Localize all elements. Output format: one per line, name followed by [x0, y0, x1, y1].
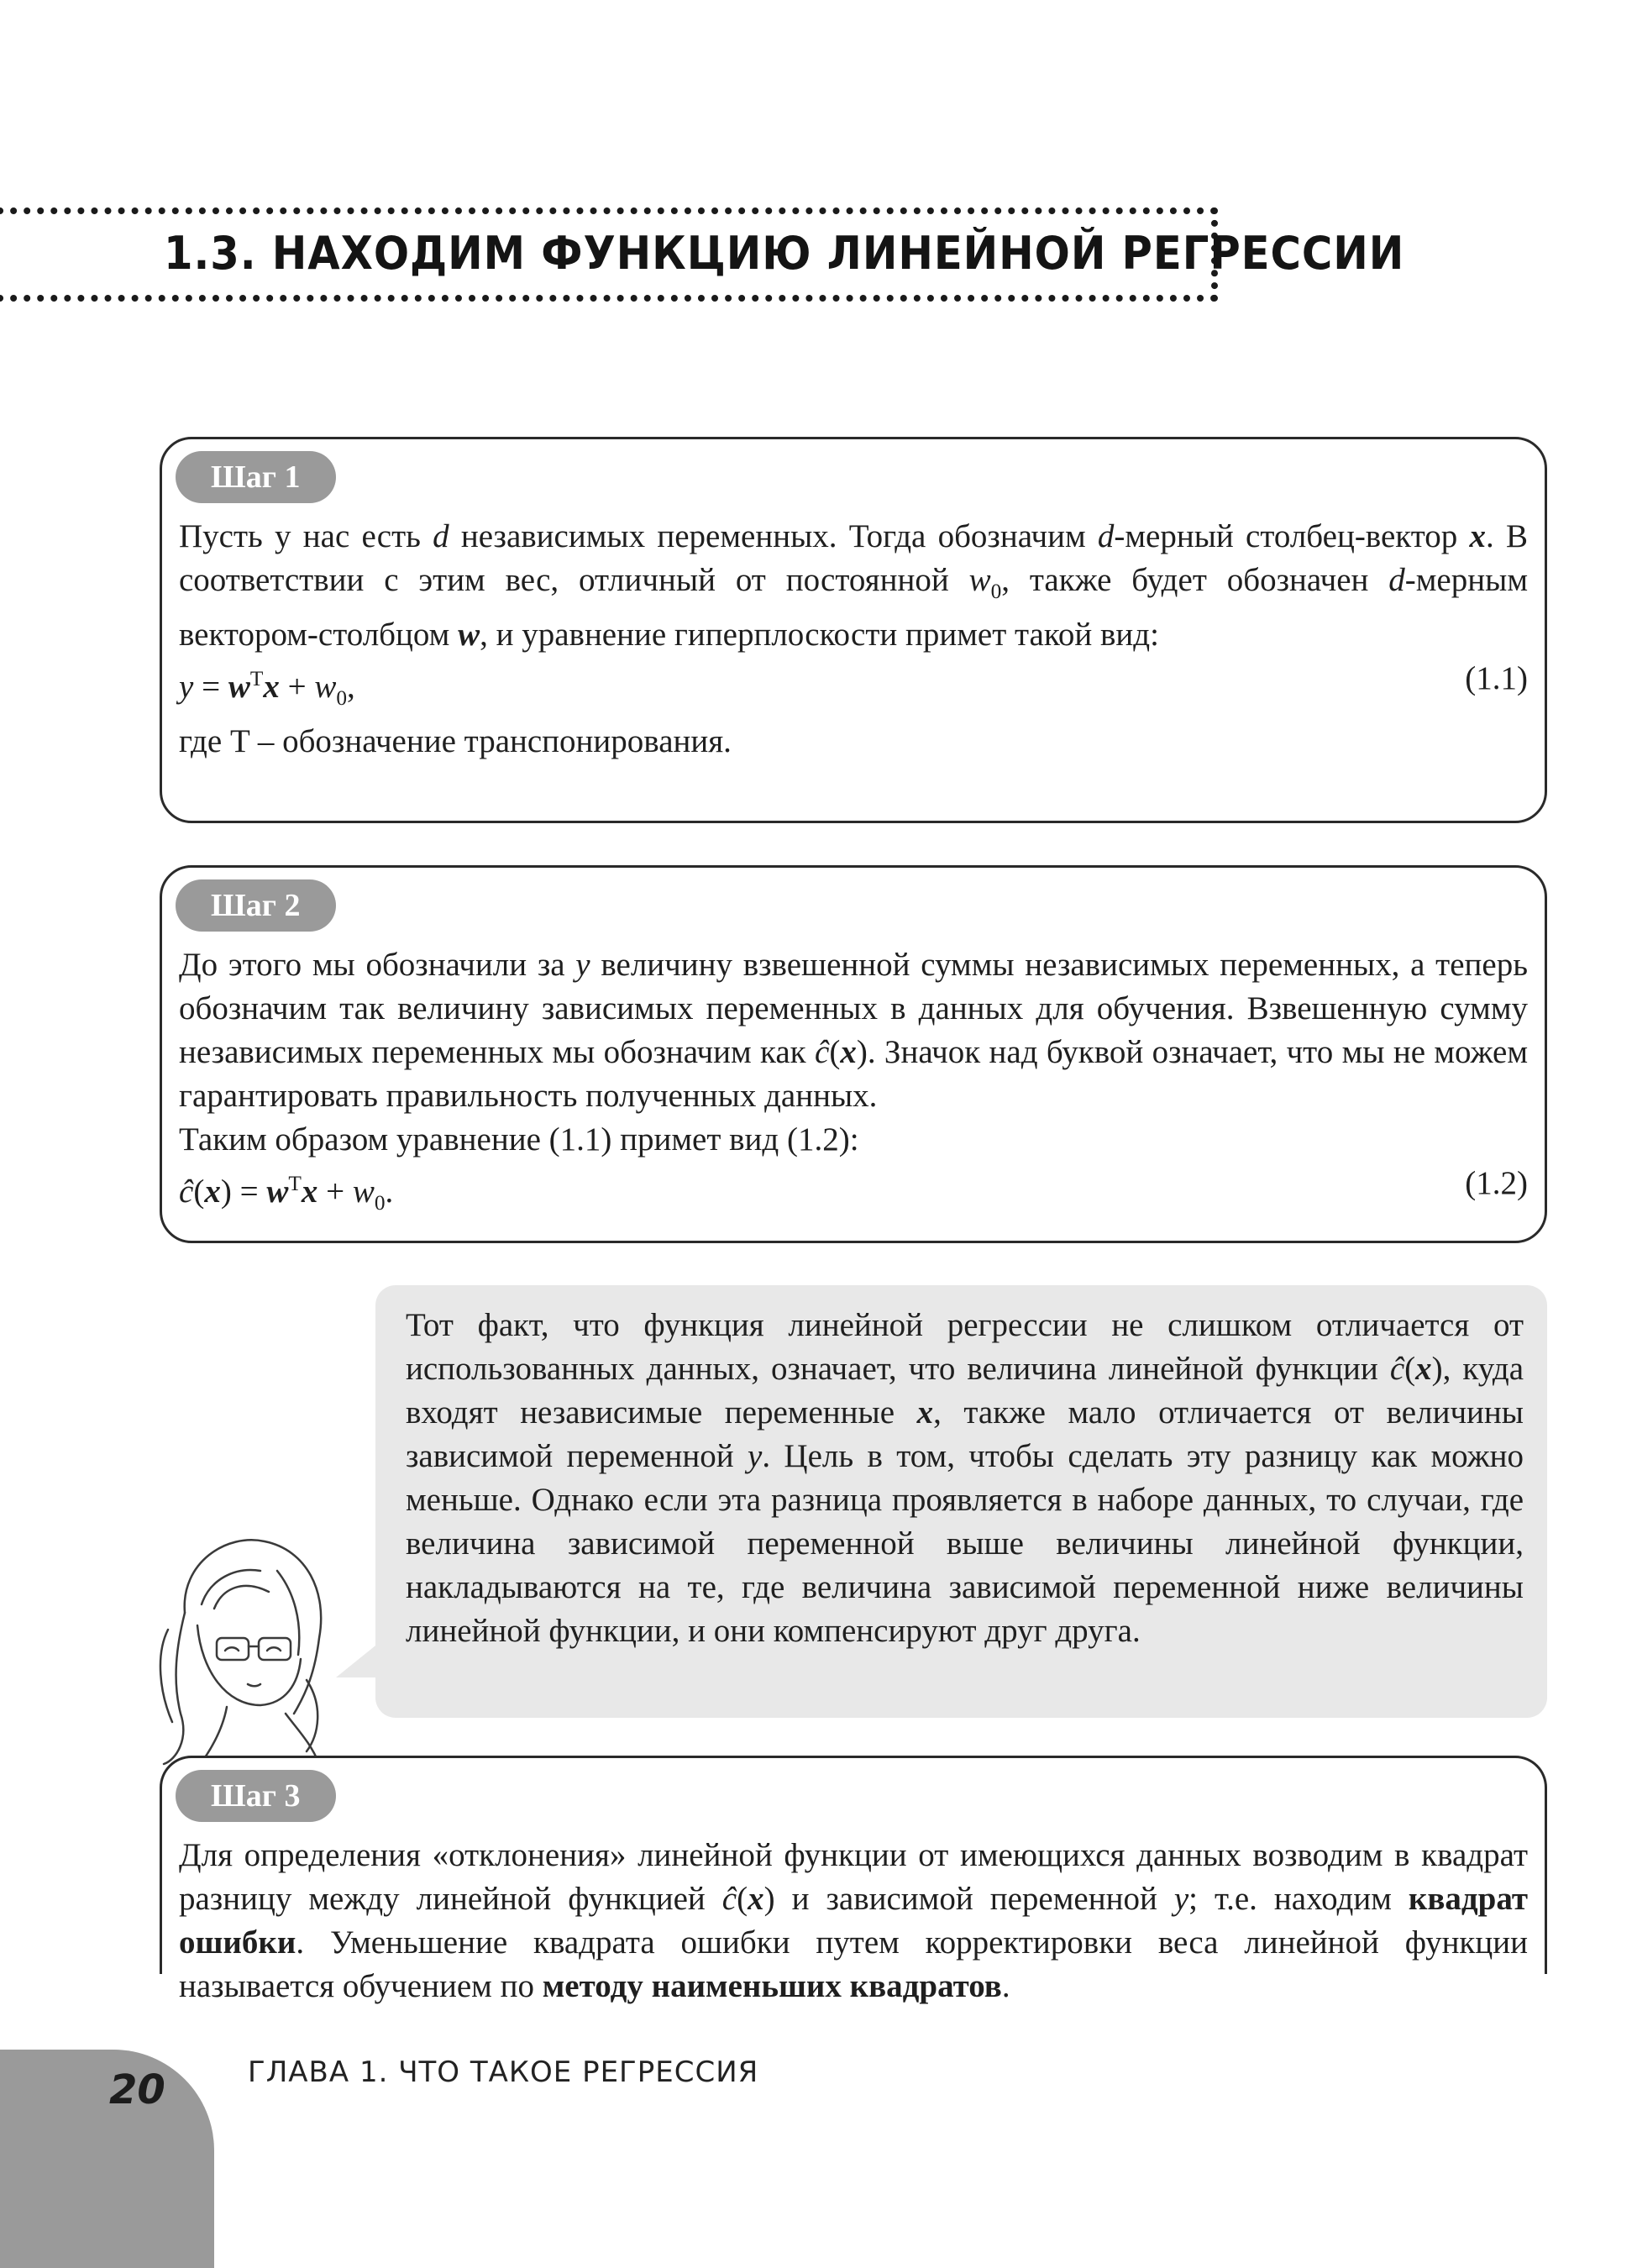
speech-callout	[375, 1285, 1547, 1718]
step-2-paragraph: До этого мы обозначили за y величину взвешенной суммы независимых переменных, а теперь обозначим так величину зависимых переменных в данных для обучения. Взвешенную сумму независимых переменных мы обозначим как ĉ(x). Значок над буквой означает, что мы не можем гарантировать правильность полученных данных.	[179, 947, 1528, 1114]
step-1-text	[179, 515, 1528, 764]
section-title: 1.3. НАХОДИМ ФУНКЦИЮ ЛИНЕЙНОЙ РЕГРЕССИИ	[164, 227, 1405, 280]
step-2-box	[160, 865, 1547, 1243]
step-3-text	[179, 1834, 1528, 2008]
formula-1-1: $y = w^Tx + w_0$, (1.1)	[179, 657, 1528, 720]
chapter-running-head: ГЛАВА 1. ЧТО ТАКОЕ РЕГРЕССИЯ	[248, 2055, 759, 2089]
step-3-paragraph: Для определения «отклонения» линейной функции от имеющихся данных возводим в квадрат разницу между линейной функцией ĉ(x) и зависимой переменной y; т.е. находим квадрат ошибки. Уменьшение квадрата ошибки путем корректировки веса линейной функции называется обучением по методу наименьших квадратов.	[179, 1837, 1528, 2004]
page-number: 20	[109, 2066, 165, 2113]
step-1-note: где T – обозначение транспонирования.	[179, 722, 732, 759]
equation-number: (1.2)	[1465, 1165, 1528, 1201]
step-1-paragraph: Пусть у нас есть d независимых переменных. Тогда обозначим d-мерный столбец-вектор x. В соответствии с этим вес, отличный от постоянной $w_0$, также будет обозначен d-мерным вектором-столбцом w, и уравнение гиперплоскости примет такой вид:	[179, 518, 1528, 653]
girl-with-glasses-illustration	[151, 1512, 344, 1772]
step-3-box	[160, 1756, 1547, 2004]
page-number-tab	[0, 2050, 214, 2268]
step-1-box	[160, 437, 1547, 823]
formula-1-2: ĉ(x) = $w^Tx + w_0$. (1.2)	[179, 1162, 1528, 1225]
step-2-text	[179, 943, 1528, 1225]
step-3-badge: Шаг 3	[176, 1770, 336, 1822]
step-1-badge: Шаг 1	[176, 451, 336, 503]
step-2-badge: Шаг 2	[176, 879, 336, 932]
step-2-paragraph-2: Таким образом уравнение (1.1) примет вид (1.2):	[179, 1121, 859, 1158]
callout-text: Тот факт, что функция линейной регрессии не слишком отличается от использованных данных, означает, что величина линейной функции ĉ(x), куда входят независимые переменные x, также мало отличается от величины зависимой переменной y. Цель в том, чтобы сделать эту разницу как можно меньше. Однако если эта разница проявляется в наборе данных, то случаи, где величина зависимой переменной выше величины линейной функции, накладываются на те, где величина зависимой переменной ниже величины линейной функции, и они компенсируют друг друга.	[406, 1307, 1524, 1649]
equation-number: (1.1)	[1465, 659, 1528, 696]
